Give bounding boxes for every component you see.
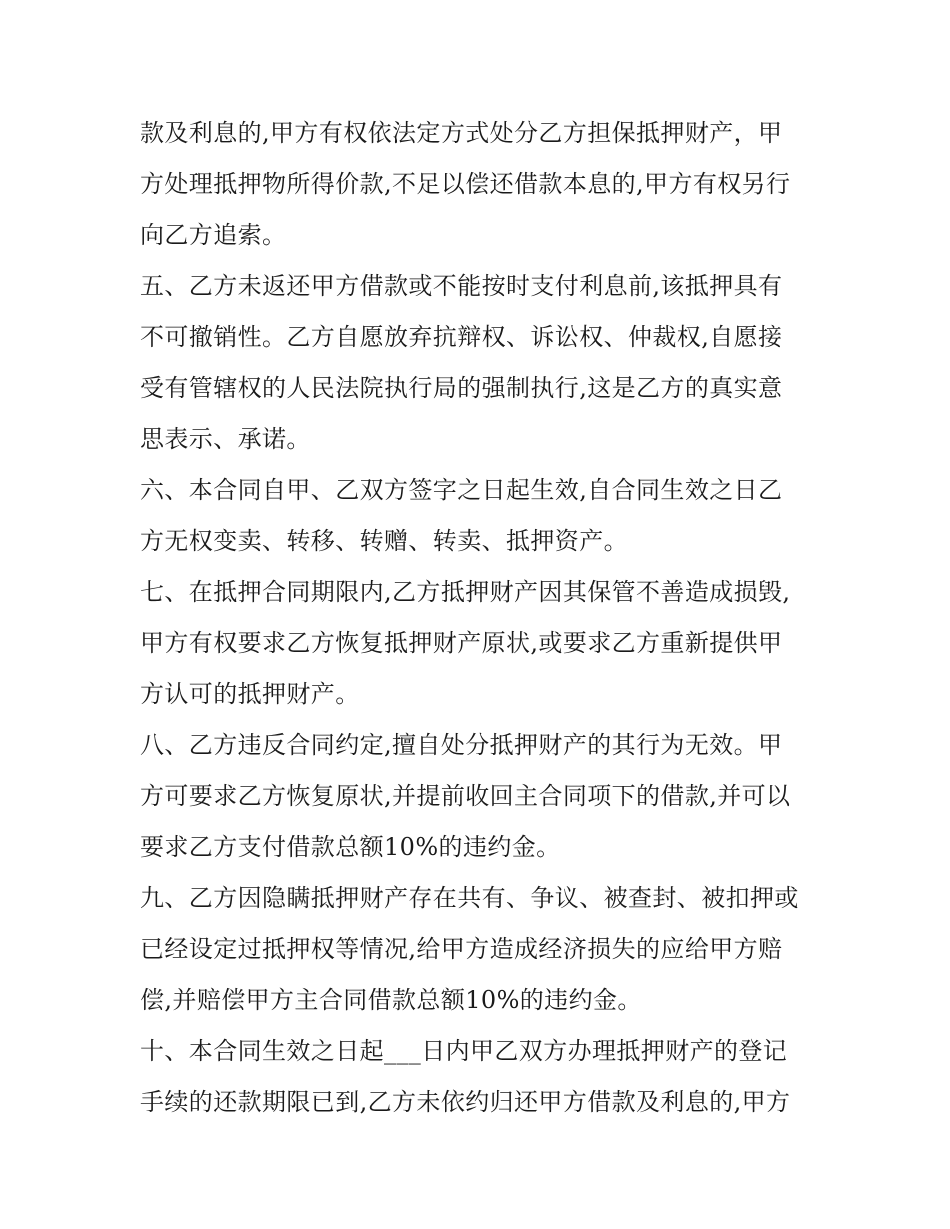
text-line: 甲方有权要求乙方恢复抵押财产原状,或要求乙方重新提供甲 (140, 629, 783, 657)
clause-9-line: 九、乙方因隐瞒抵押财产存在共有、争议、被查封、被扣押或 (140, 884, 799, 912)
text-line: 偿,并赔偿甲方主合同借款总额10%的违约金。 (140, 986, 642, 1014)
clause-10-line: 十、本合同生效之日起___日内甲乙双方办理抵押财产的登记 (140, 1037, 788, 1065)
text-line: 向乙方追索。 (140, 221, 287, 249)
text-line: 方处理抵押物所得价款,不足以偿还借款本息的,甲方有权另行 (140, 170, 791, 198)
clause-6-line: 六、本合同自甲、乙双方签字之日起生效,自合同生效之日乙 (140, 476, 783, 504)
clause-5-line: 五、乙方未返还甲方借款或不能按时支付利息前,该抵押具有 (140, 272, 783, 300)
text-line: 不可撤销性。乙方自愿放弃抗辩权、诉讼权、仲裁权,自愿接 (140, 323, 783, 351)
clause-8-line: 八、乙方违反合同约定,擅自处分抵押财产的其行为无效。甲 (140, 731, 783, 759)
text-line: 手续的还款期限已到,乙方未依约归还甲方借款及利息的,甲方 (140, 1088, 791, 1116)
text-line: 已经设定过抵押权等情况,给甲方造成经济损失的应给甲方赔 (140, 935, 783, 963)
clause-7-line: 七、在抵押合同期限内,乙方抵押财产因其保管不善造成损毁, (140, 578, 791, 606)
text-line: 款及利息的,甲方有权依法定方式处分乙方担保抵押财产，甲 (140, 119, 783, 147)
text-line: 思表示、承诺。 (140, 425, 311, 453)
text-line: 方无权变卖、转移、转赠、转卖、抵押资产。 (140, 527, 628, 555)
text-line: 受有管辖权的人民法院执行局的强制执行,这是乙方的真实意 (140, 374, 783, 402)
text-line: 方可要求乙方恢复原状,并提前收回主合同项下的借款,并可以 (140, 782, 791, 810)
text-line: 要求乙方支付借款总额10%的违约金。 (140, 833, 561, 861)
document-body (140, 108, 830, 1128)
text-line: 方认可的抵押财产。 (140, 680, 360, 708)
